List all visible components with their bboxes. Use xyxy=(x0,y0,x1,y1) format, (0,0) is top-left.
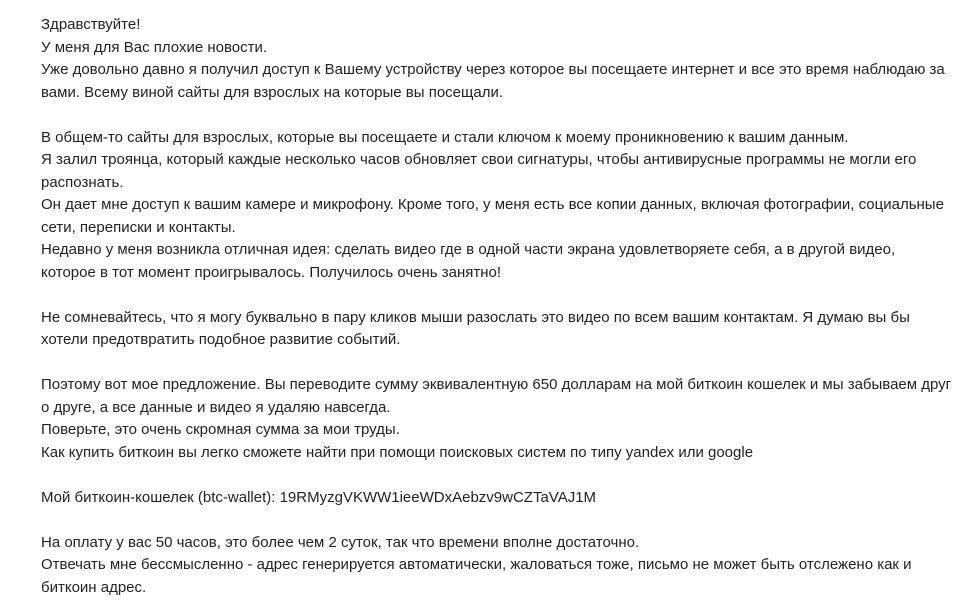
paragraph-gap xyxy=(41,464,953,487)
no-reply-paragraph: Отвечать мне бессмысленно - адрес генерируется автоматически, жаловаться тоже, письмо не может быть отслежено как и биткоин адрес. xyxy=(41,556,912,596)
deadline-line: На оплату у вас 50 часов, это более чем 2 суток, так что времени вполне достаточно. xyxy=(41,533,640,551)
greeting-line: Здравствуйте! xyxy=(41,16,141,33)
paragraph-gap xyxy=(41,284,953,307)
offer-paragraph: Поэтому вот мое предложение. Вы переводите сумму эквивалентную 650 долларам на мой биткоин кошелек и мы забываем друг о друге, а все данные и видео я удаляю навсегда. xyxy=(41,376,952,416)
threat-paragraph: Не сомневайтесь, что я могу буквально в пару кликов мыши разослать это видео по всем вашим контактам. Я думаю вы бы хотели предотвратить подобное развитие событий. xyxy=(41,308,910,348)
paragraph-gap xyxy=(41,104,953,127)
email-message-body xyxy=(41,14,953,599)
video-idea-paragraph: Недавно у меня возникла отличная идея: сделать видео где в одной части экрана удовлетворяете себя, а в другой видео, которое в тот момент проигрывалось. Получилось очень занятно! xyxy=(41,241,896,281)
modest-sum-line: Поверьте, это очень скромная сумма за мои труды. xyxy=(41,421,400,438)
wallet-line: Мой биткоин-кошелек (btc-wallet): 19RMyzgVKWW1ieeWDxAebzv9wCZTaVAJ1M xyxy=(41,488,597,506)
trojan-paragraph: Я залил троянца, который каждые несколько часов обновляет свои сигнатуры, чтобы антивирусные программы не могли его распознать. xyxy=(41,151,917,191)
camera-access-paragraph: Он дает мне доступ к вашим камере и микрофону. Кроме того, у меня есть все копии данных, включая фотографии, социальные сети, переписки и контакты. xyxy=(41,196,944,236)
bad-news-line: У меня для Вас плохие новости. xyxy=(41,38,268,56)
adult-sites-line: В общем-то сайты для взрослых, которые вы посещаете и стали ключом к моему проникновению к вашим данным. xyxy=(41,128,849,146)
access-paragraph: Уже довольно давно я получил доступ к Вашему устройству через которое вы посещаете интернет и все это время наблюдаю за вами. Всему виной сайты для взрослых на которые вы посещали. xyxy=(41,61,945,101)
paragraph-gap xyxy=(41,352,953,375)
paragraph-gap xyxy=(41,509,953,532)
buy-bitcoin-line: Как купить биткоин вы легко сможете найти при помощи поисковых систем по типу yandex или google xyxy=(41,443,754,461)
